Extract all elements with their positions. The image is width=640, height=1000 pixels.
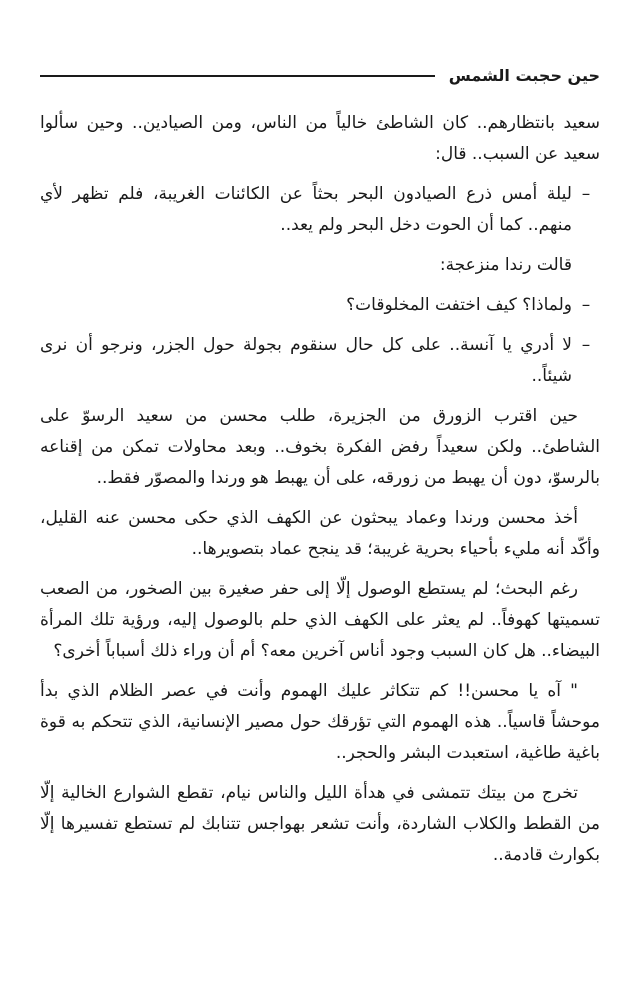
dialogue-line bbox=[40, 179, 600, 241]
dialogue-line bbox=[40, 290, 600, 321]
paragraph: قالت رندا منزعجة: bbox=[439, 255, 572, 275]
header-rule bbox=[40, 75, 435, 77]
dialogue-dash: – bbox=[581, 295, 591, 315]
dialogue-dash: – bbox=[581, 335, 591, 355]
paragraph: رغم البحث؛ لم يستطع الوصول إلّا إلى حفر صغيرة بين الصخور، من الصعب تسميتها كهوفاً.. لم يعثر على الكهف الذي حلم بالوصول إليه، ورؤية تلك المرأة البيضاء.. هل كان السبب وجود أناس آخرين معه؟ أم أن وراء ذلك أسباباً أخرى؟ bbox=[40, 579, 600, 661]
dialogue-dash: – bbox=[581, 184, 591, 204]
dialogue-text: لا أدري يا آنسة.. على كل حال سنقوم بجولة حول الجزر، ونرجو أن نرى شيئاً.. bbox=[40, 335, 572, 386]
paragraph: أخذ محسن ورندا وعماد يبحثون عن الكهف الذي حكى محسن عنه القليل، وأكّد أنه مليء بأحياء بحرية غريبة؛ قد ينجح عماد بتصويرها.. bbox=[40, 508, 600, 559]
dialogue-text: ولماذا؟ كيف اختفت المخلوقات؟ bbox=[346, 295, 572, 315]
running-header-title: حين حجبت الشمس bbox=[448, 65, 600, 85]
dialogue-line bbox=[40, 330, 600, 392]
running-header bbox=[40, 60, 600, 90]
paragraph: حين اقترب الزورق من الجزيرة، طلب محسن من سعيد الرسوّ على الشاطئ.. ولكن سعيداً رفض الفكرة بخوف.. وبعد محاولات تمكن من إقناعه بالرسوّ، دون أن يهبط من زورقه، على أن يهبط هو ورندا والمصوّر فقط.. bbox=[40, 406, 600, 488]
dialogue-text: ليلة أمس ذرع الصيادون البحر بحثاً عن الكائنات الغريبة، فلم تظهر لأي منهم.. كما أن الحوت دخل البحر ولم يعد.. bbox=[40, 184, 572, 235]
paragraph: تخرج من بيتك تتمشى في هدأة الليل والناس نيام، تقطع الشوارع الخالية إلّا من القطط والكلاب الشاردة، وأنت تشعر بهواجس تتنابك لم تستطع تفسيرها إلّا بكوارث قادمة.. bbox=[40, 783, 600, 865]
paragraph: سعيد بانتظارهم.. كان الشاطئ خالياً من الناس، ومن الصيادين.. وحين سألوا سعيد عن السبب.. قال: bbox=[40, 113, 600, 164]
paragraph: " آه يا محسن!! كم تتكاثر عليك الهموم وأنت في عصر الظلام الذي بدأ موحشاً قاسياً.. هذه الهموم التي تؤرقك حول مصير الإنسانية، الذي تتحكم به قوة باغية طاغية، استعبدت البشر والحجر.. bbox=[40, 681, 600, 763]
